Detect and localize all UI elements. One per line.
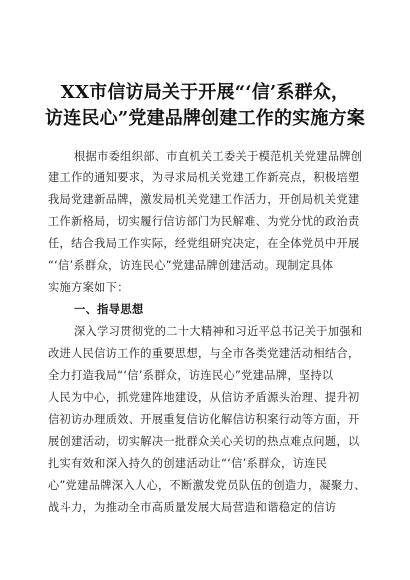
intro-paragraph-line: 根据市委组织部、市直机关工委关于模范机关党建品牌创 <box>74 150 363 163</box>
section-paragraph-line: 全力打造我局“‘信’系群众，访连民心”党建品牌，坚持以 <box>48 369 334 382</box>
intro-paragraph-line: 我局党建新品牌，激发局机关党建工作活力，开创局机关党建 <box>48 193 360 206</box>
section-paragraph-line: 扎实有效和深入持久的创建活动让“‘信’系群众，访连民 <box>48 457 328 470</box>
section-paragraph-line: 展创建活动，切实解决一批群众关心关切的热点难点问题，以 <box>48 435 360 448</box>
document-title-line-1: XX市信访局关于开展“‘信’系群众， <box>60 82 350 103</box>
section-paragraph-line: 战斗力，为推动全市高质量发展大局营造和谐稳定的信访 <box>48 501 337 514</box>
section-paragraph-line: 信初访办理质效、开展重复信访化解信访积案行动等方面，开 <box>48 413 360 426</box>
intro-paragraph-line: 建工作的通知要求，为寻求局机关党建工作新亮点，积极培塑 <box>48 171 360 184</box>
intro-paragraph-line: “‘信’系群众，访连民心”党建品牌创建活动。现制定具体 <box>48 259 334 272</box>
section-paragraph-line: 人民为中心，抓党建阵地建设，从信访矛盾源头治理、提升初 <box>48 391 360 404</box>
document-title-line-2: 访连民心”党建品牌创建工作的实施方案 <box>45 108 365 129</box>
intro-paragraph-line: 实施方案如下： <box>48 281 129 294</box>
intro-paragraph-line: 工作新格局，切实履行信访部门为民解难、为党分忧的政治责 <box>48 215 360 228</box>
section-paragraph-line: 心”党建品牌深入人心，不断激发党员队伍的创造力，凝聚力、 <box>48 479 366 492</box>
section-heading: 一、指导思想 <box>74 303 144 316</box>
section-paragraph-line: 深入学习贯彻党的二十大精神和习近平总书记关于加强和 <box>74 325 363 338</box>
section-paragraph-line: 改进人民信访工作的重要思想，与全市各类党建活动相结合， <box>48 347 360 360</box>
intro-paragraph-line: 任，结合我局工作实际，经党组研究决定，在全体党员中开展 <box>48 237 360 250</box>
